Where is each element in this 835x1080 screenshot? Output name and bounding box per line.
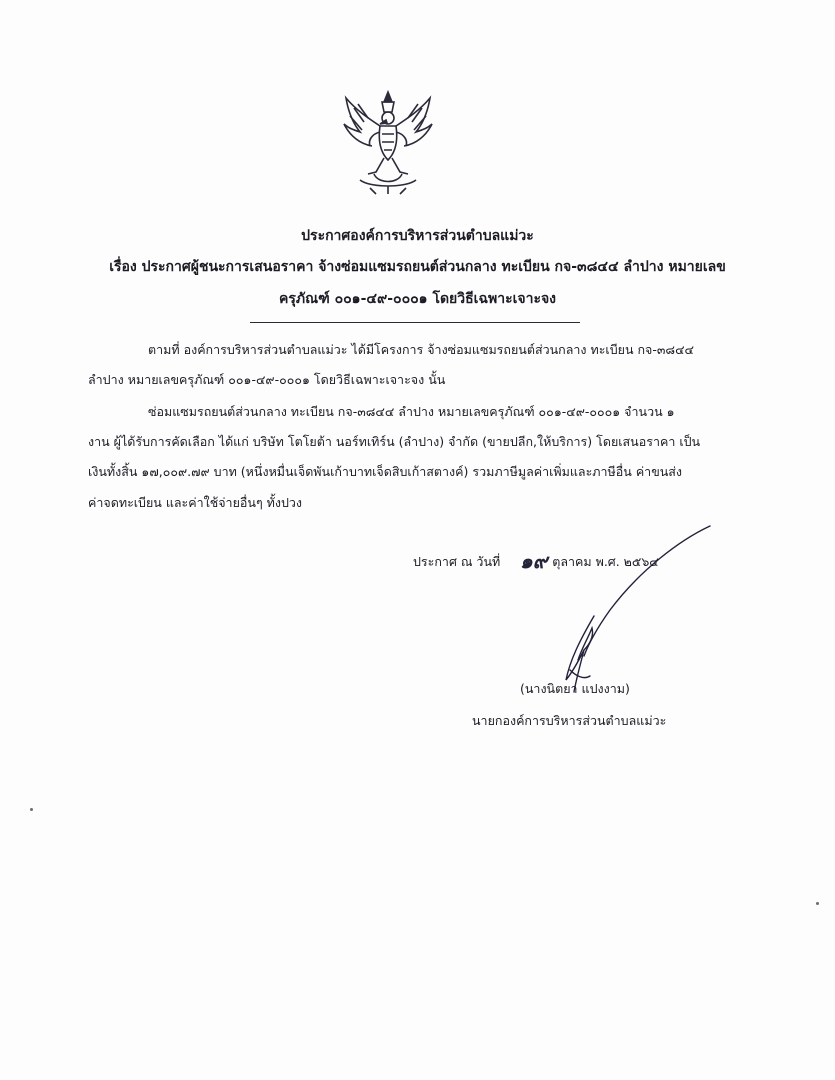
paragraph-2-line-1: ซ่อมแซมรถยนต์ส่วนกลาง ทะเบียน กจ-๓๘๔๔ ลำปาง หมายเลขครุภัณฑ์ ๐๐๑-๔๙-๐๐๐๑ จำนวน ๑ [148,404,675,419]
header-divider [250,322,580,323]
announcement-header: ประกาศองค์การบริหารส่วนตำบลแม่วะ [301,228,534,244]
scan-speck [816,902,819,905]
paragraph-1-line-1: ตามที่ องค์การบริหารส่วนตำบลแม่วะ ได้มีโครงการ จ้างซ่อมแซมรถยนต์ส่วนกลาง ทะเบียน กจ-๓๘๔๔ [148,342,694,357]
signer-position: นายกองค์การบริหารส่วนตำบลแม่วะ [472,713,667,728]
announce-date-prefix: ประกาศ ณ วันที่ [413,554,501,569]
paragraph-2-line-2: งาน ผู้ได้รับการคัดเลือก ได้แก่ บริษัท โตโยต้า นอร์ทเทิร์น (ลำปาง) จำกัด (ขายปลีก,ให้บริการ) โดยเสนอราคา เป็น [88,434,701,449]
scan-speck [30,808,33,811]
announce-day-handwritten: ๑๙ [520,549,548,573]
paragraph-2-line-4: ค่าจดทะเบียน และค่าใช้จ่ายอื่นๆ ทั้งปวง [88,495,303,510]
paragraph-2-line-3: เงินทั้งสิ้น ๑๗,๐๐๙.๗๙ บาท (หนึ่งหมื่นเจ็ดพันเก้าบาทเจ็ดสิบเก้าสตางค์) รวมภาษีมูลค่าเพิ่มและภาษีอื่น ค่าขนส่ง [88,464,683,479]
handwritten-signature-icon [540,520,720,700]
announce-date-month-year: ตุลาคม พ.ศ. ๒๕๖๔ [552,554,659,569]
announcement-subject-cont: ครุภัณฑ์ ๐๐๑-๔๙-๐๐๐๑ โดยวิธีเฉพาะเจาะจง [279,291,556,307]
garuda-emblem-icon [340,88,436,196]
signer-name: (นางนิตยา แปงงาม) [520,681,630,696]
paragraph-1-line-2: ลำปาง หมายเลขครุภัณฑ์ ๐๐๑-๔๙-๐๐๐๑ โดยวิธีเฉพาะเจาะจง นั้น [88,372,446,387]
announcement-subject: เรื่อง ประกาศผู้ชนะการเสนอราคา จ้างซ่อมแซมรถยนต์ส่วนกลาง ทะเบียน กจ-๓๘๔๔ ลำปาง หมายเลข [109,259,726,275]
